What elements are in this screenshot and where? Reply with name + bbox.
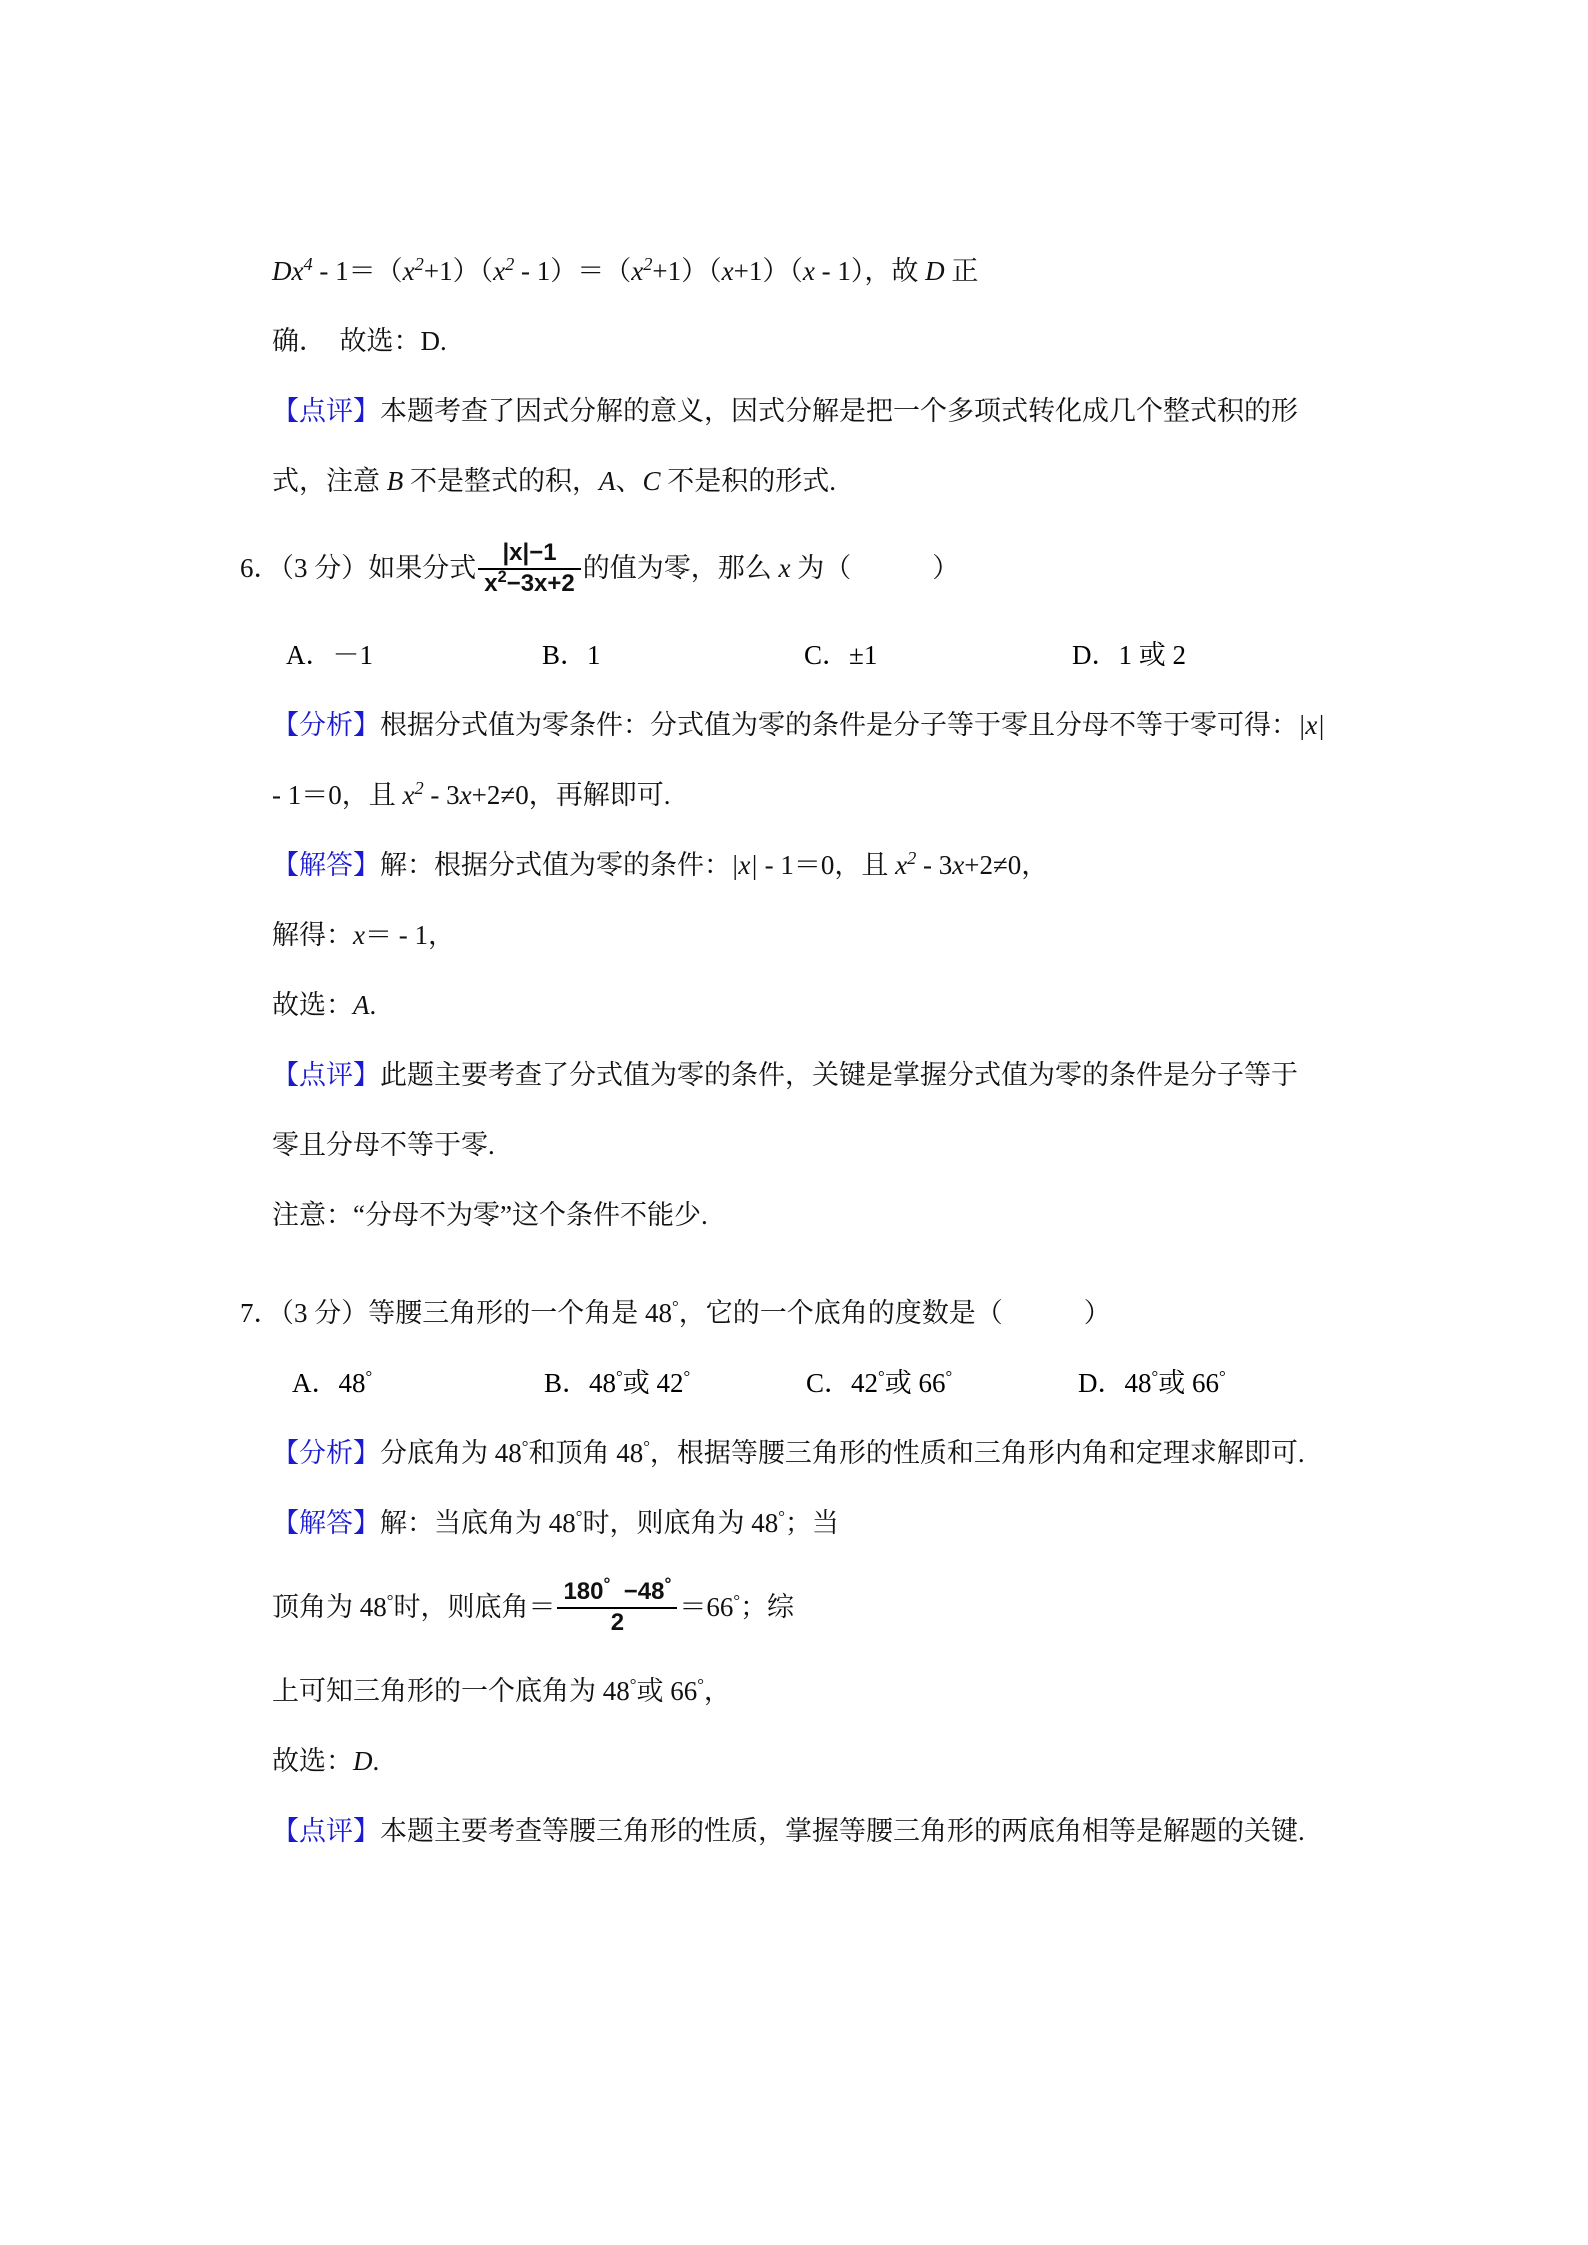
q7-analysis-line-1: 【分析】分底角为 48°和顶角 48°，根据等腰三角形的性质和三角形内角和定理求解即可. xyxy=(272,1437,1305,1468)
q5-comment-text-1: 本题考查了因式分解的意义，因式分解是把一个多项式转化成几个整式积的形 xyxy=(380,396,1298,426)
q6-comment-text-1: 此题主要考查了分式值为零的条件，关键是掌握分式值为零的条件是分子等于 xyxy=(380,1060,1298,1090)
q6-number: 6． xyxy=(240,553,281,583)
q6-fraction-numerator: |x|−1 xyxy=(502,538,557,566)
q6-option-c[interactable]: C．±1 xyxy=(804,640,878,670)
q5-comment-line-1 xyxy=(0,376,1588,446)
q7-options xyxy=(0,1348,1588,1418)
q7-fraction xyxy=(557,1573,677,1637)
analysis-label: 【分析】 xyxy=(272,1438,380,1468)
top-margin xyxy=(0,0,1588,236)
q6-stem: 6．（3 分）如果分式 $\frac{|x|-1}{x^2-3x+2}$ 的值为零，那么 x 为（ ） xyxy=(240,538,960,597)
answer-label: 【解答】 xyxy=(272,1508,380,1538)
q7-number: 7． xyxy=(240,1298,281,1328)
q6-option-d[interactable]: D．1 或 2 xyxy=(1072,640,1186,670)
q7-fraction-numerator: 180° −48° xyxy=(563,1573,672,1605)
q6-answer-line-3: 故选：A. xyxy=(272,990,377,1020)
q6-analysis-line-2: - 1＝0，且 $x^2 - 3x+2\ne 0$，再解即可. xyxy=(272,778,671,810)
q7-score: （3 分） xyxy=(280,1298,369,1328)
q6-answer-line-1: 【解答】解：根据分式值为零的条件：|x| - 1＝0，且 $x^2 - 3x+2\ne 0$， xyxy=(272,848,1049,880)
q6-comment-line-2: 零且分母不等于零. xyxy=(272,1130,495,1160)
q5-solution-line-2: 确． 故选：D. xyxy=(272,326,447,356)
q6-option-a[interactable]: A．－1 xyxy=(286,640,373,670)
comment-label: 【点评】 xyxy=(272,1816,380,1846)
q7-answer-line-2: 顶角为 48°时，则底角＝ $\frac{180^\circ -48^\circ}{2}$ ＝66°；综 xyxy=(272,1573,795,1636)
q7-comment-text-1: 本题主要考查等腰三角形的性质，掌握等腰三角形的两底角相等是解题的关键. xyxy=(380,1816,1305,1846)
q7-stem: 7．（3 分）等腰三角形的一个角是 48°，它的一个底角的度数是（ ） xyxy=(240,1297,1111,1328)
q6-fraction xyxy=(478,540,581,598)
q7-fraction-denominator: 2 xyxy=(557,1607,677,1637)
q6-note-line: 注意：“分母不为零”这个条件不能少. xyxy=(272,1200,708,1230)
answer-label: 【解答】 xyxy=(272,850,380,880)
q6-stem-before: 如果分式 xyxy=(368,553,477,583)
q7-option-a[interactable]: A．48° xyxy=(292,1367,373,1398)
q6-comment-line-1 xyxy=(0,1040,1588,1110)
q6-option-b[interactable]: B．1 xyxy=(542,640,601,670)
q5-comment-line-2: 式，注意 B 不是整式的积，A、C 不是积的形式. xyxy=(272,466,837,496)
q6-analysis-line-1: 【分析】根据分式值为零条件：分式值为零的条件是分子等于零且分母不等于零可得：|x| xyxy=(272,710,1325,740)
q6-score: （3 分） xyxy=(280,553,369,583)
q5-solution-line-1: $Dx^4 - 1=(x^2+1)(x^2 - 1)=(x^2+1)(x+1)(x - 1)$，故 D 正 xyxy=(272,254,979,286)
comment-label: 【点评】 xyxy=(272,1060,380,1090)
comment-label: 【点评】 xyxy=(272,396,380,426)
q6-q7-gap xyxy=(0,1250,1588,1278)
q7-answer-line-4: 故选：D. xyxy=(272,1746,380,1776)
analysis-label: 【分析】 xyxy=(272,710,380,740)
q6-fraction-denominator: $x^2-3x+2$ xyxy=(478,568,581,598)
q7-comment-line-1 xyxy=(0,1796,1588,1866)
q7-option-b[interactable]: B．48°或 42° xyxy=(544,1367,691,1398)
q6-answer-line-2: 解得：x＝ - 1， xyxy=(272,920,455,950)
q7-option-d[interactable]: D．48°或 66° xyxy=(1078,1367,1226,1398)
q6-options xyxy=(0,620,1588,690)
q7-answer-line-3: 上可知三角形的一个底角为 48°或 66°， xyxy=(272,1675,731,1706)
q7-answer-line-1: 【解答】解：当底角为 48°时，则底角为 48°；当 xyxy=(272,1507,839,1538)
q7-option-c[interactable]: C．42°或 66° xyxy=(806,1367,953,1398)
